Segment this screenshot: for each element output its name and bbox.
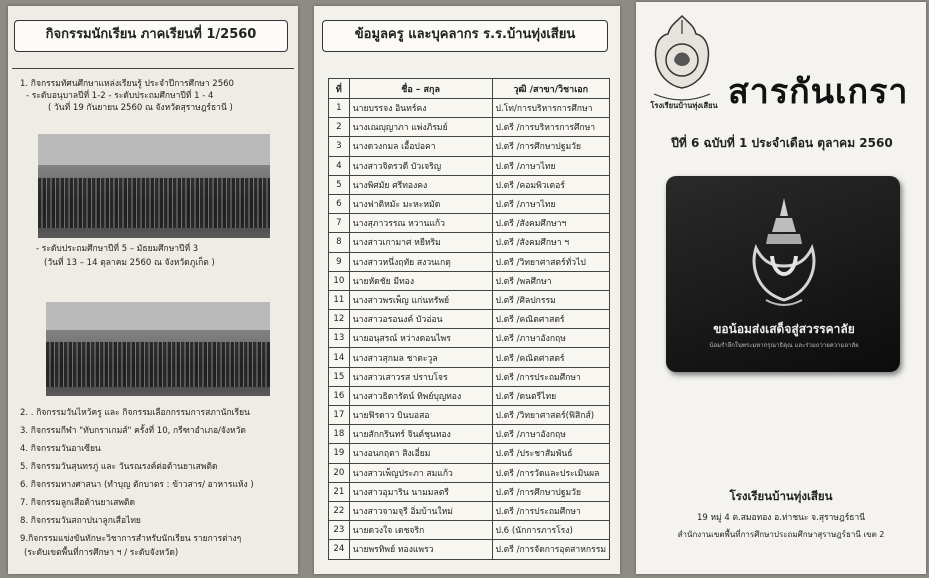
activity-item: 3. กิจกรรมกีฬา "ทับกราเกมส์" ครั้งที่ 10, กรีฑาอำเภอ/จังหวัด (20, 426, 246, 436)
column-header-name: ชื่อ – สกุล (349, 79, 492, 99)
staff-panel (314, 6, 620, 574)
table-row (329, 118, 610, 137)
staff-table (328, 78, 610, 560)
staff-name: นายพรทิพย์ ทองแพรว (349, 540, 492, 559)
staff-name: นางสาวเสาวรส ปราบโจร (349, 367, 492, 386)
staff-name: นางอนกฤตา สิงเอี่ยม (349, 444, 492, 463)
staff-degree: ป.ตรี /ศิลปกรรม (492, 290, 610, 309)
staff-degree: ป.ตรี /สังคมศึกษาฯ (492, 214, 610, 233)
row-number: 12 (329, 310, 350, 329)
activity-item: 6. กิจกรรมทางศาสนา (ทำบุญ ตักบาตร : ข้าวสาร/ อาหารแห้ง ) (20, 480, 254, 490)
table-row (329, 444, 610, 463)
row-number: 15 (329, 367, 350, 386)
table-row (329, 233, 610, 252)
staff-name: นางสาวเพ็ญประภา สมแก้ว (349, 463, 492, 482)
column-header-degree: วุฒิ /สาขา/วิชาเอก (492, 79, 610, 99)
row-number: 18 (329, 425, 350, 444)
staff-degree: ป.ตรี /การวัดและประเมินผล (492, 463, 610, 482)
table-header-row (329, 79, 610, 99)
table-row (329, 540, 610, 559)
row-number: 4 (329, 156, 350, 175)
table-row (329, 501, 610, 520)
row-number: 2 (329, 118, 350, 137)
row-number: 7 (329, 214, 350, 233)
memorial-card-subtitle: น้อมรำลึกในพระมหากรุณาธิคุณ และร่วมถวายความอาลัย (709, 342, 859, 349)
staff-name: นางสาวธิดารัตน์ ทิพย์บุญทอง (349, 386, 492, 405)
staff-degree: ป.ตรี /วิทยาศาสตร์(ฟิสิกส์) (492, 406, 610, 425)
staff-name: นางสาวพรเพ็ญ แก่นทรัพย์ (349, 290, 492, 309)
row-number: 6 (329, 194, 350, 213)
table-row (329, 367, 610, 386)
activity-item: 7. กิจกรรมลูกเสือต้านยาเสพติด (20, 498, 135, 508)
activity-item: (ระดับเขตพื้นที่การศึกษา ฯ / ระดับจังหวัด) (24, 548, 179, 558)
staff-degree: ป.ตรี /ภาษาอังกฤษ (492, 329, 610, 348)
row-number: 9 (329, 252, 350, 271)
staff-name: นายอนุสรณ์ หว่างดอนไพร (349, 329, 492, 348)
staff-degree: ป.ตรี /วิทยาศาสตร์ทั่วไป (492, 252, 610, 271)
staff-degree: ป.ตรี /พลศึกษา (492, 271, 610, 290)
staff-name: นายฟิรดาว บินบอสอ (349, 406, 492, 425)
table-row (329, 99, 610, 118)
row-number: 17 (329, 406, 350, 425)
staff-name: นางสาวเกามาศ หยีหริม (349, 233, 492, 252)
table-row (329, 329, 610, 348)
field-trip-photo-2 (46, 302, 270, 396)
staff-degree: ป.ตรี /สังคมศึกษา ฯ (492, 233, 610, 252)
newsletter-title: สารกันเกรา (728, 72, 909, 112)
table-row (329, 348, 610, 367)
row-number: 23 (329, 521, 350, 540)
column-header-number: ที่ (329, 79, 350, 99)
staff-name: นายบรรจง อินทร์คง (349, 99, 492, 118)
memorial-card-title: ขอน้อมส่งเสด็จสู่สวรรคาลัย (713, 322, 855, 336)
table-row (329, 521, 610, 540)
activity-item: 8. กิจกรรมวันสถาปนาลูกเสือไทย (20, 516, 141, 526)
row-number: 11 (329, 290, 350, 309)
row-number: 24 (329, 540, 350, 559)
table-row (329, 386, 610, 405)
row-number: 21 (329, 482, 350, 501)
table-row (329, 271, 610, 290)
table-row (329, 310, 610, 329)
staff-name: นางพิศมัย ศรีทองคง (349, 175, 492, 194)
staff-degree: ป.ตรี /คณิตศาสตร์ (492, 310, 610, 329)
table-row (329, 425, 610, 444)
row-number: 3 (329, 137, 350, 156)
row-number: 19 (329, 444, 350, 463)
logo-caption: โรงเรียนบ้านทุ่งเสียน (650, 101, 718, 110)
staff-degree: ป.ตรี /ดนตรีไทย (492, 386, 610, 405)
staff-name: นางสาวสุกมล ชาตะวูล (349, 348, 492, 367)
activity-line-1: 1. กิจกรรมทัศนศึกษาแหล่งเรียนรู้ ประจำปีการศึกษา 2560 (20, 79, 234, 89)
activity-item: 4. กิจกรรมวันอาเซียน (20, 444, 101, 454)
memorial-card (666, 176, 900, 372)
row-number: 22 (329, 501, 350, 520)
table-row (329, 137, 610, 156)
staff-degree: ป.ตรี /การประถมศึกษา (492, 367, 610, 386)
school-name: โรงเรียนบ้านทุ่งเสียน (729, 489, 833, 503)
row-number: 1 (329, 99, 350, 118)
activity-item: 5. กิจกรรมวันสุนทรภู่ และ วันรณรงค์ต่อต้านยาเสพติด (20, 462, 218, 472)
staff-name: นางสุภาวรรณ หวานแก้ว (349, 214, 492, 233)
table-row (329, 156, 610, 175)
row-number: 14 (329, 348, 350, 367)
staff-degree: ป.ตรี /การบริหารการศึกษา (492, 118, 610, 137)
table-row (329, 406, 610, 425)
staff-heading: ข้อมูลครู และบุคลากร ร.ร.บ้านทุ่งเสียน (322, 20, 608, 52)
table-row (329, 290, 610, 309)
row-number: 20 (329, 463, 350, 482)
activity-line-3: ( วันที่ 19 กันยายน 2560 ณ จังหวัดสุราษฎร์ธานี ) (48, 103, 233, 113)
staff-degree: ป.ตรี /ประชาสัมพันธ์ (492, 444, 610, 463)
staff-degree: ป.ตรี /คอมพิวเตอร์ (492, 175, 610, 194)
row-number: 8 (329, 233, 350, 252)
heading-divider (12, 68, 294, 69)
staff-degree: ป.ตรี /การศึกษาปฐมวัย (492, 482, 610, 501)
table-row (329, 175, 610, 194)
table-row (329, 252, 610, 271)
activity-item: 2. . กิจกรรมวันไหว้ครู และ กิจกรรมเลือกกรรมการสภานักเรียน (20, 408, 250, 418)
activity-line-5: (วันที่ 13 – 14 ตุลาคม 2560 ณ จังหวัดภูเก็ต ) (44, 258, 215, 268)
royal-emblem-icon (736, 196, 832, 312)
staff-degree: ป.ตรี /การจัดการอุตสาหกรรม (492, 540, 610, 559)
row-number: 16 (329, 386, 350, 405)
table-row (329, 463, 610, 482)
table-row (329, 214, 610, 233)
staff-name: นายสักกรินทร์ จินต์ชุนทอง (349, 425, 492, 444)
staff-name: นางเณญุญาภา แพ่งภิรมย์ (349, 118, 492, 137)
row-number: 10 (329, 271, 350, 290)
table-row (329, 482, 610, 501)
staff-degree: ป.ตรี /การประถมศึกษา (492, 501, 610, 520)
staff-name: นางสาวอรอนงค์ บัวอ่อน (349, 310, 492, 329)
activities-panel (8, 6, 298, 574)
staff-name: นางสาวจามจุรี อิ่มบ้านใหม่ (349, 501, 492, 520)
staff-name: นายดวงใจ เดชจริก (349, 521, 492, 540)
staff-name: นางฟาติหมัะ มะหะหมัด (349, 194, 492, 213)
activity-line-4: - ระดับประถมศึกษาปีที่ 5 – มัธยมศึกษาปีที่ 3 (36, 244, 199, 254)
school-address: 19 หมู่ 4 ต.สมอทอง อ.ท่าชนะ จ.สุราษฎร์ธานี (696, 513, 866, 523)
school-logo-icon (648, 14, 716, 106)
row-number: 5 (329, 175, 350, 194)
staff-name: นางสาวจิตรวดี บัวเจริญ (349, 156, 492, 175)
staff-degree: ป.ตรี /ภาษาไทย (492, 156, 610, 175)
education-office: สำนักงานเขตพื้นที่การศึกษาประถมศึกษาสุราษฎร์ธานี เขต 2 (677, 530, 885, 539)
issue-info: ปีที่ 6 ฉบับที่ 1 ประจำเดือน ตุลาคม 2560 (671, 136, 893, 150)
activity-line-2: - ระดับอนุบาลปีที่ 1-2 - ระดับประถมศึกษาปีที่ 1 - 4 (26, 91, 214, 101)
cover-panel (636, 2, 926, 574)
staff-name: นายหัดชัย มีทอง (349, 271, 492, 290)
staff-name: นางสาวอุมาริน นามมลตรี (349, 482, 492, 501)
table-row (329, 194, 610, 213)
staff-name: นางดวงกมล เอื้อปอคา (349, 137, 492, 156)
staff-degree: ป.ตรี /คณิตศาสตร์ (492, 348, 610, 367)
field-trip-photo-1 (38, 134, 270, 238)
staff-degree: ป.ตรี /การศึกษาปฐมวัย (492, 137, 610, 156)
staff-name: นางสาวหนึ่งฤทัย สงวนเกตุ (349, 252, 492, 271)
staff-degree: ป.6 (นักการภารโรง) (492, 521, 610, 540)
row-number: 13 (329, 329, 350, 348)
activities-heading: กิจกรรมนักเรียน ภาคเรียนที่ 1/2560 (14, 20, 288, 52)
staff-degree: ป.โท/การบริหารการศึกษา (492, 99, 610, 118)
activity-item: 9.กิจกรรมแข่งขันทักษะวิชาการสำหรับนักเรียน รายการต่างๆ (20, 534, 242, 544)
staff-degree: ป.ตรี /ภาษาอังกฤษ (492, 425, 610, 444)
staff-degree: ป.ตรี /ภาษาไทย (492, 194, 610, 213)
